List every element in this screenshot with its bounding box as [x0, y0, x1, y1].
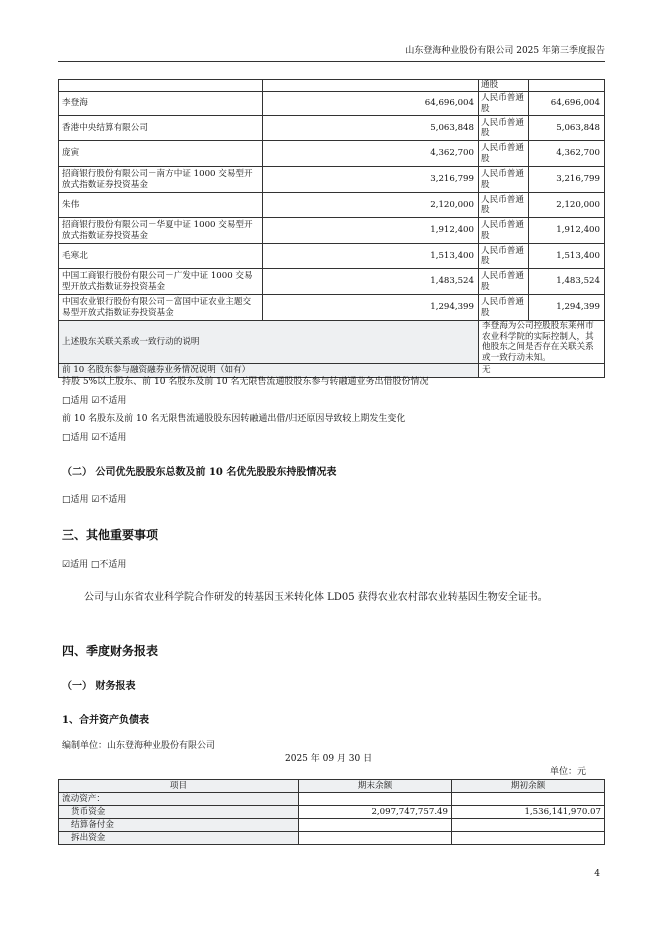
shareholder-name: 中国工商银行股份有限公司－广发中证 1000 交易型开放式指数证券投资基金	[59, 269, 263, 295]
share-quantity: 1,513,400	[529, 244, 605, 269]
table-row	[59, 167, 605, 193]
currency-unit: 单位：元	[550, 767, 587, 777]
report-date: 2025 年 09 月 30 日	[285, 754, 373, 764]
table-row	[59, 92, 605, 116]
shareholder-name: 招商银行股份有限公司－华夏中证 1000 交易型开放式指数证券投资基金	[59, 218, 263, 244]
share-class: 通股	[479, 80, 529, 92]
column-header: 项目	[59, 780, 299, 793]
shares-held: 3,216,799	[263, 167, 479, 193]
share-quantity: 1,912,400	[529, 218, 605, 244]
column-header: 期末余额	[299, 780, 452, 793]
share-quantity: 64,696,004	[529, 92, 605, 116]
balance-sheet-table	[58, 779, 605, 845]
begin-balance	[452, 832, 605, 845]
table-row	[59, 295, 605, 321]
shares-held: 2,120,000	[263, 193, 479, 218]
table-row	[59, 193, 605, 218]
begin-balance	[452, 793, 605, 806]
section3-heading: 三、其他重要事项	[62, 528, 159, 542]
shares-held: 1,483,524	[263, 269, 479, 295]
shares-held: 4,362,700	[263, 141, 479, 167]
share-class: 人民币普通股	[479, 295, 529, 321]
shareholder-name: 庞寅	[59, 141, 263, 167]
share-quantity: 4,362,700	[529, 141, 605, 167]
table-row	[59, 141, 605, 167]
table-row	[59, 218, 605, 244]
shareholder-name: 招商银行股份有限公司－南方中证 1000 交易型开放式指数证券投资基金	[59, 167, 263, 193]
table-row	[59, 269, 605, 295]
shares-held: 5,063,848	[263, 116, 479, 141]
lending-title: 持股 5%以上股东、前 10 名股东及前 10 名无限售流通股股东参与转融通业务出借股份情况	[62, 377, 429, 387]
report-title: 山东登海种业股份有限公司 2025 年第三季度报告	[405, 46, 605, 56]
change-choice: □适用 ☑不适用	[62, 433, 127, 443]
column-header: 期初余额	[452, 780, 605, 793]
share-quantity: 2,120,000	[529, 193, 605, 218]
line-item: 结算备付金	[59, 819, 299, 832]
table-row	[59, 806, 605, 819]
relation-text: 李登海为公司控股股东莱州市农业科学院的实际控制人，其他股东之间是否存在关联关系或一致行动未知。	[479, 321, 605, 364]
begin-balance	[452, 819, 605, 832]
margin-text: 无	[479, 364, 605, 378]
share-class: 人民币普通股	[479, 193, 529, 218]
table-header-row	[59, 780, 605, 793]
shareholder-name: 朱伟	[59, 193, 263, 218]
table-row	[59, 244, 605, 269]
section3-choice: ☑适用 □不适用	[62, 560, 127, 570]
line-item: 流动资产：	[59, 793, 299, 806]
change-title: 前 10 名股东及前 10 名无限售流通股股东因转融通出借/归还原因导致较上期发生变化	[62, 414, 406, 424]
shareholder-name: 毛寒北	[59, 244, 263, 269]
share-class: 人民币普通股	[479, 167, 529, 193]
relation-label: 上述股东关联关系或一致行动的说明	[59, 321, 479, 364]
preferred-shares-heading: （二） 公司优先股股东总数及前 10 名优先股股东持股情况表	[62, 467, 337, 478]
shares-held: 64,696,004	[263, 92, 479, 116]
preferred-shares-choice: □适用 ☑不适用	[62, 495, 127, 505]
share-class: 人民币普通股	[479, 141, 529, 167]
top-shareholders-table	[58, 79, 605, 378]
relation-row	[59, 321, 605, 364]
page-number: 4	[594, 869, 600, 879]
share-class: 人民币普通股	[479, 218, 529, 244]
table-row	[59, 116, 605, 141]
section4-heading: 四、季度财务报表	[62, 644, 159, 658]
begin-balance: 1,536,141,970.07	[452, 806, 605, 819]
shareholder-name: 李登海	[59, 92, 263, 116]
shares-held: 1,912,400	[263, 218, 479, 244]
lending-choice: □适用 ☑不适用	[62, 396, 127, 406]
share-class: 人民币普通股	[479, 244, 529, 269]
line-item: 货币资金	[59, 806, 299, 819]
share-quantity: 3,216,799	[529, 167, 605, 193]
table-row	[59, 819, 605, 832]
end-balance	[299, 832, 452, 845]
end-balance	[299, 793, 452, 806]
shareholder-name: 中国农业银行股份有限公司－富国中证农业主题交易型开放式指数证券投资基金	[59, 295, 263, 321]
share-class: 人民币普通股	[479, 92, 529, 116]
share-quantity: 5,063,848	[529, 116, 605, 141]
table-row	[59, 793, 605, 806]
table-row-continuation	[59, 80, 605, 92]
margin-label: 前 10 名股东参与融资融券业务情况说明（如有）	[59, 364, 479, 378]
end-balance	[299, 819, 452, 832]
page-header	[58, 44, 605, 62]
preparing-unit: 编制单位：山东登海种业股份有限公司	[62, 741, 216, 751]
table-row	[59, 832, 605, 845]
share-quantity: 1,294,399	[529, 295, 605, 321]
share-quantity: 1,483,524	[529, 269, 605, 295]
share-class: 人民币普通股	[479, 269, 529, 295]
line-item: 拆出资金	[59, 832, 299, 845]
shares-held: 1,294,399	[263, 295, 479, 321]
shareholder-name: 香港中央结算有限公司	[59, 116, 263, 141]
section3-body: 公司与山东省农业科学院合作研发的转基因玉米转化体 LD05 获得农业农村部农业转基因生物安全证书。	[84, 592, 548, 603]
share-class: 人民币普通股	[479, 116, 529, 141]
balance-sheet-heading: 1、合并资产负债表	[62, 715, 149, 726]
end-balance: 2,097,747,757.49	[299, 806, 452, 819]
shares-held: 1,513,400	[263, 244, 479, 269]
financial-statements-heading: （一） 财务报表	[62, 681, 136, 692]
